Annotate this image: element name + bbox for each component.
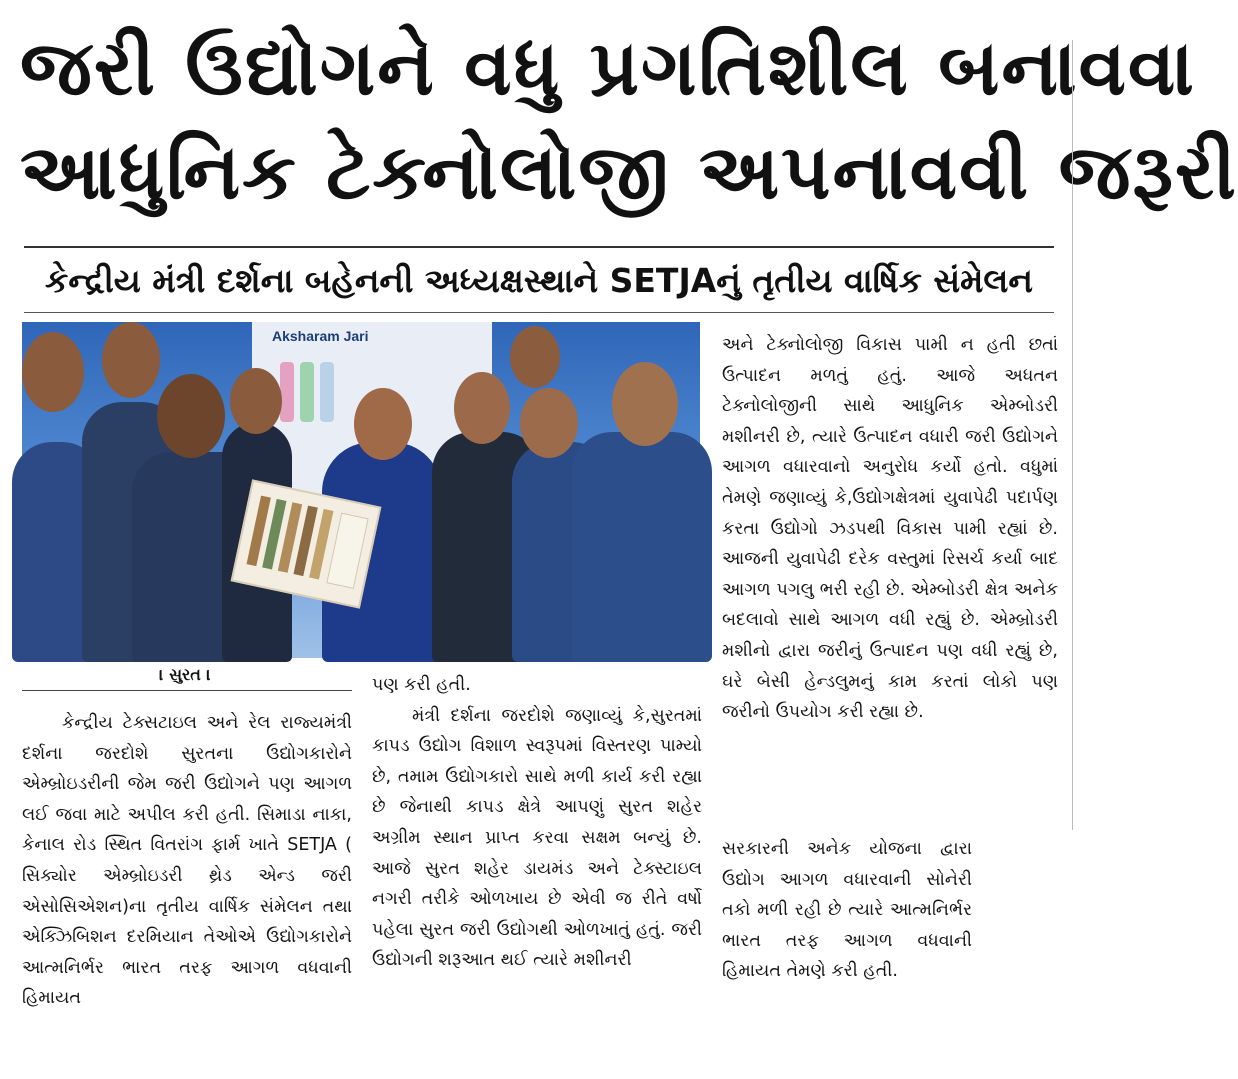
person [572,432,712,662]
person-head [22,332,84,412]
thread-spool [280,362,294,422]
paragraph: પણ કરી હતી. [372,675,471,695]
thread-spool [300,362,314,422]
subheadline: કેન્દ્રીય મંત્રી દર્શના બહેનની અધ્યક્ષસ્થાને SETJAનું તૃતીય વાર્ષિક સંમેલન [45,261,1033,300]
article-column-1 [22,708,352,1014]
paragraph: કેન્દ્રીય ટેક્સટાઇલ અને રેલ રાજ્યમંત્રી દર્શના જરદોશે સુરતના ઉદ્યોગકારોને એમ્બ્રોઇડરીની જેમ જરી ઉદ્યોગને પણ આગળ લઈ જવા માટે અપીલ કરી હતી. સિમાડા નાકા, કેનાલ રોડ સ્થિત વિતરાંગ ફાર્મ ખાતે SETJA ( સિક્યોર એમ્બ્રોઇડરી થ્રેડ એન્ડ જરી એસોસિએશન)ના તૃતીય વાર્ષિક સંમેલન તથા એક્ઝિબિશન દરમિયાન તેઓએ ઉદ્યોગકારોને આત્મનિર્ભર ભારત તરફ આગળ વધવાની હિમાયત [22,713,352,1009]
dateline: । સુરત । [159,665,211,684]
headline-line-1: જરી ઉદ્યોગને વધુ પ્રગતિશીલ બનાવવા [20,23,1196,112]
article-column-3-continued [722,834,972,987]
news-photo [22,322,700,658]
person-head [454,372,510,444]
dateline-rule [22,690,352,691]
headline-divider [24,246,1054,248]
subheadline-divider [24,312,1054,313]
backdrop-brand-text: Aksharam Jari [272,328,369,344]
person-head [612,362,678,446]
thread-spool [320,362,334,422]
headline-line-2: આધુનિક ટેક્નોલોજી અપનાવવી જરૂરી [20,127,1238,216]
paragraph: મંત્રી દર્શના જરદોશે જણાવ્યું કે,સુરતમાં કાપડ ઉદ્યોગ વિશાળ સ્વરૂપમાં વિસ્તરણ પામ્યો છે, તમામ ઉદ્યોગકારો સાથે મળી કાર્ય કરી રહ્યા છે જેનાથી કાપડ ક્ષેત્રે આપણું સુરત શહેર અગ્રીમ સ્થાન પ્રાપ્ત કરવા સક્ષમ બન્યું છે. આજે સુરત શહેર ડાયમંડ અને ટેક્સ્ટાઇલ નગરી તરીકે ઓળખાય છે એવી જ રીતે વર્ષો પહેલા સુરત જરી ઉદ્યોગથી ઓળખાતું હતું. જરી ઉદ્યોગની શરૂઆત થઈ ત્યારે મશીનરી [372,705,702,971]
person-head [520,388,578,458]
page-edge-line [1072,40,1073,830]
person-head [354,388,412,460]
person-head [230,368,282,434]
person-head [510,326,560,388]
person-head [157,374,225,458]
paragraph: અને ટેક્નોલોજી વિકાસ પામી ન હતી છતાં ઉત્પાદન મળતું હતું. આજે અધતન ટેક્નોલોજીની સાથે આધુનિક એમ્બોડરી મશીનરી છે, ત્યારે ઉત્પાદન વધારી જરી ઉદ્યોગને આગળ વધારવાનો અનુરોધ કર્યો હતો. વધુમાં તેમણે જણાવ્યું કે,ઉદ્યોગક્ષેત્રમાં યુવાપેઢી પદાર્પણ કરતા ઉદ્યોગો ઝડપથી વિકાસ પામી રહ્યાં છે. આજની યુવાપેઢી દરેક વસ્તુમાં રિસર્ચ કર્યા બાદ આગળ પગલુ ભરી રહી છે. એમ્બોડરી ક્ષેત્ર અનેક બદલાવો સાથે આગળ વધી રહ્યું છે. એમ્બ્રોડરી મશીનો દ્વારા જરીનું ઉત્પાદન પણ વધી રહ્યું છે, ઘરે બેસી હેન્ડલુમનું કામ કરતાં લોકો પણ જરીનો ઉપયોગ કરી રહ્યા છે. [722,335,1058,723]
paragraph: સરકારની અનેક યોજના દ્વારા ઉદ્યોગ આગળ વધારવાની સોનેરી તકો મળી રહી છે ત્યારે આત્મનિર્ભર ભારત તરફ આગળ વધવાની હિમાયત તેમણે કરી હતી. [722,839,972,982]
article-column-2 [372,670,702,976]
person-head [102,322,160,398]
article-column-3 [722,330,1058,728]
